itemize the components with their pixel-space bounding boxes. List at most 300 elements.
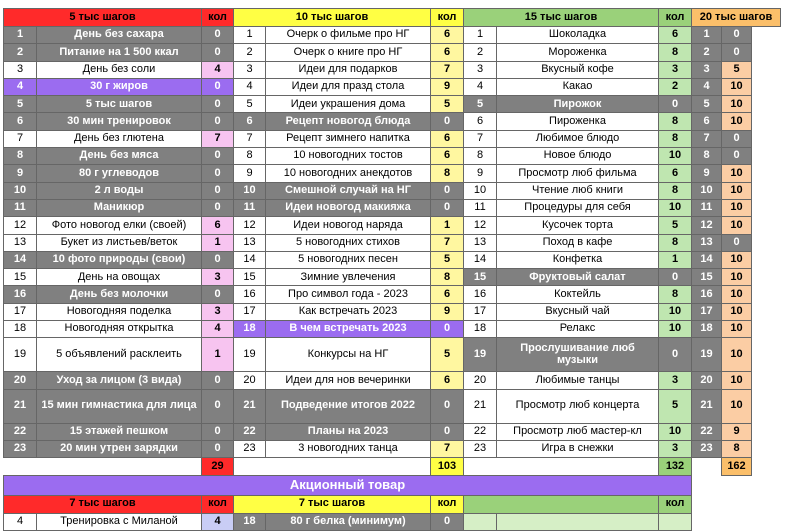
promo-title[interactable]: Акционный товар: [4, 475, 692, 495]
num-10k[interactable]: 13: [234, 234, 266, 251]
num-15k[interactable]: 11: [464, 199, 497, 216]
count-5k[interactable]: 0: [202, 199, 234, 216]
task-5k[interactable]: 15 этажей пешком: [37, 423, 202, 440]
count-20k[interactable]: 10: [722, 251, 752, 268]
header-kol-5k[interactable]: кол: [202, 9, 234, 27]
num-15k[interactable]: 23: [464, 440, 497, 457]
task-10k[interactable]: Смешной случай на НГ: [266, 182, 431, 199]
num-20k[interactable]: 3: [692, 61, 722, 78]
num-10k[interactable]: 2: [234, 44, 266, 61]
count-10k[interactable]: 8: [431, 269, 464, 286]
spacer[interactable]: [752, 61, 781, 78]
spacer[interactable]: [752, 458, 781, 475]
task-5k[interactable]: День без мяса: [37, 148, 202, 165]
num-20k[interactable]: 6: [692, 113, 722, 130]
task-5k[interactable]: 5 тыс шагов: [37, 96, 202, 113]
num-5k[interactable]: 11: [4, 199, 37, 216]
spacer[interactable]: [752, 78, 781, 95]
count-15k[interactable]: 3: [659, 372, 692, 389]
task-10k[interactable]: Про символ года - 2023: [266, 286, 431, 303]
count-10k[interactable]: 0: [431, 321, 464, 338]
count-5k[interactable]: 4: [202, 321, 234, 338]
task-10k[interactable]: 10 новогодних анекдотов: [266, 165, 431, 182]
count-5k[interactable]: 7: [202, 130, 234, 147]
task-5k[interactable]: 15 мин гимнастика для лица: [37, 389, 202, 423]
spacer[interactable]: [692, 495, 781, 513]
task-15k[interactable]: Фруктовый салат: [497, 269, 659, 286]
count-5k[interactable]: 4: [202, 61, 234, 78]
num-20k[interactable]: 2: [692, 44, 722, 61]
num-5k[interactable]: 23: [4, 440, 37, 457]
count-20k[interactable]: 10: [722, 286, 752, 303]
num-15k[interactable]: 17: [464, 303, 497, 320]
task-15k[interactable]: Мороженка: [497, 44, 659, 61]
promo-kol-b[interactable]: кол: [431, 495, 464, 513]
count-10k[interactable]: 5: [431, 96, 464, 113]
count-20k[interactable]: 0: [722, 130, 752, 147]
num-10k[interactable]: 4: [234, 78, 266, 95]
task-5k[interactable]: День на овощах: [37, 269, 202, 286]
num-5k[interactable]: 4: [4, 78, 37, 95]
total-20k[interactable]: 162: [722, 458, 752, 475]
spacer[interactable]: [752, 303, 781, 320]
task-5k[interactable]: 30 г жиров: [37, 78, 202, 95]
task-15k[interactable]: Новое блюдо: [497, 148, 659, 165]
count-15k[interactable]: 1: [659, 251, 692, 268]
count-15k[interactable]: 8: [659, 182, 692, 199]
task-15k[interactable]: Любимые танцы: [497, 372, 659, 389]
task-10k[interactable]: 10 новогодних тостов: [266, 148, 431, 165]
task-5k[interactable]: 10 фото природы (свои): [37, 251, 202, 268]
count-5k[interactable]: 0: [202, 27, 234, 44]
count-5k[interactable]: 0: [202, 440, 234, 457]
count-15k[interactable]: 10: [659, 148, 692, 165]
task-5k[interactable]: 30 мин тренировок: [37, 113, 202, 130]
task-5k[interactable]: Питание на 1 500 ккал: [37, 44, 202, 61]
spacer[interactable]: [752, 165, 781, 182]
num-20k[interactable]: 19: [692, 338, 722, 372]
count-15k[interactable]: 5: [659, 389, 692, 423]
num-15k[interactable]: 10: [464, 182, 497, 199]
task-15k[interactable]: Кусочек торта: [497, 217, 659, 234]
num-15k[interactable]: 15: [464, 269, 497, 286]
count-15k[interactable]: 0: [659, 269, 692, 286]
spacer[interactable]: [752, 440, 781, 457]
task-5k[interactable]: 5 объявлений расклеить: [37, 338, 202, 372]
task-5k[interactable]: День без соли: [37, 61, 202, 78]
count-5k[interactable]: 0: [202, 389, 234, 423]
num-5k[interactable]: 22: [4, 423, 37, 440]
count-5k[interactable]: 0: [202, 148, 234, 165]
count-20k[interactable]: 10: [722, 303, 752, 320]
spacer[interactable]: [752, 338, 781, 372]
num-10k[interactable]: 10: [234, 182, 266, 199]
num-10k[interactable]: 19: [234, 338, 266, 372]
promo-count-a[interactable]: 4: [202, 513, 234, 530]
count-15k[interactable]: 3: [659, 440, 692, 457]
count-20k[interactable]: 10: [722, 269, 752, 286]
count-15k[interactable]: 8: [659, 113, 692, 130]
promo-count-c[interactable]: [659, 513, 692, 530]
num-10k[interactable]: 9: [234, 165, 266, 182]
task-5k[interactable]: Фото новогод елки (своей): [37, 217, 202, 234]
task-10k[interactable]: Идеи для празд стола: [266, 78, 431, 95]
task-15k[interactable]: Какао: [497, 78, 659, 95]
task-10k[interactable]: В чем встречать 2023: [266, 321, 431, 338]
num-20k[interactable]: 4: [692, 78, 722, 95]
task-15k[interactable]: Шоколадка: [497, 27, 659, 44]
spacer[interactable]: [752, 423, 781, 440]
task-15k[interactable]: Просмотр люб концерта: [497, 389, 659, 423]
task-15k[interactable]: Вкусный чай: [497, 303, 659, 320]
num-15k[interactable]: 5: [464, 96, 497, 113]
promo-num-c[interactable]: [464, 513, 497, 530]
count-10k[interactable]: 0: [431, 113, 464, 130]
header-5k[interactable]: 5 тыс шагов: [4, 9, 202, 27]
num-20k[interactable]: 12: [692, 217, 722, 234]
num-5k[interactable]: 8: [4, 148, 37, 165]
count-10k[interactable]: 6: [431, 44, 464, 61]
num-15k[interactable]: 6: [464, 113, 497, 130]
task-10k[interactable]: Очерк о книге про НГ: [266, 44, 431, 61]
count-15k[interactable]: 6: [659, 165, 692, 182]
num-5k[interactable]: 17: [4, 303, 37, 320]
total-15k[interactable]: 132: [659, 458, 692, 475]
count-15k[interactable]: 5: [659, 217, 692, 234]
task-10k[interactable]: Конкурсы на НГ: [266, 338, 431, 372]
task-10k[interactable]: Подведение итогов 2022: [266, 389, 431, 423]
promo-count-b[interactable]: 0: [431, 513, 464, 530]
num-20k[interactable]: 9: [692, 165, 722, 182]
spacer[interactable]: [752, 96, 781, 113]
num-15k[interactable]: 9: [464, 165, 497, 182]
num-20k[interactable]: 23: [692, 440, 722, 457]
task-5k[interactable]: Букет из листьев/веток: [37, 234, 202, 251]
promo-task-c[interactable]: [497, 513, 659, 530]
count-5k[interactable]: 0: [202, 251, 234, 268]
task-10k[interactable]: Идеи для подарков: [266, 61, 431, 78]
count-10k[interactable]: 6: [431, 286, 464, 303]
count-20k[interactable]: 10: [722, 165, 752, 182]
num-5k[interactable]: 9: [4, 165, 37, 182]
num-20k[interactable]: 15: [692, 269, 722, 286]
num-5k[interactable]: 6: [4, 113, 37, 130]
num-5k[interactable]: 15: [4, 269, 37, 286]
num-10k[interactable]: 5: [234, 96, 266, 113]
num-15k[interactable]: 16: [464, 286, 497, 303]
count-15k[interactable]: 8: [659, 44, 692, 61]
task-15k[interactable]: Чтение люб книги: [497, 182, 659, 199]
count-10k[interactable]: 6: [431, 372, 464, 389]
num-5k[interactable]: 16: [4, 286, 37, 303]
task-5k[interactable]: 80 г углеводов: [37, 165, 202, 182]
num-10k[interactable]: 23: [234, 440, 266, 457]
num-10k[interactable]: 6: [234, 113, 266, 130]
num-15k[interactable]: 3: [464, 61, 497, 78]
num-5k[interactable]: 5: [4, 96, 37, 113]
num-5k[interactable]: 3: [4, 61, 37, 78]
count-5k[interactable]: 0: [202, 78, 234, 95]
num-15k[interactable]: 20: [464, 372, 497, 389]
task-15k[interactable]: Коктейль: [497, 286, 659, 303]
num-5k[interactable]: 21: [4, 389, 37, 423]
promo-header-green[interactable]: [464, 495, 659, 513]
task-10k[interactable]: 5 новогодних стихов: [266, 234, 431, 251]
num-20k[interactable]: 10: [692, 182, 722, 199]
task-5k[interactable]: Новогодняя открытка: [37, 321, 202, 338]
count-20k[interactable]: 10: [722, 199, 752, 216]
task-5k[interactable]: Новогодняя поделка: [37, 303, 202, 320]
num-10k[interactable]: 20: [234, 372, 266, 389]
spacer[interactable]: [692, 458, 722, 475]
num-20k[interactable]: 17: [692, 303, 722, 320]
count-10k[interactable]: 0: [431, 423, 464, 440]
task-15k[interactable]: Просмотр люб фильма: [497, 165, 659, 182]
num-20k[interactable]: 21: [692, 389, 722, 423]
task-5k[interactable]: Уход за лицом (3 вида): [37, 372, 202, 389]
spacer[interactable]: [752, 269, 781, 286]
num-20k[interactable]: 5: [692, 96, 722, 113]
count-15k[interactable]: 6: [659, 27, 692, 44]
header-20k[interactable]: 20 тыс шагов: [692, 9, 781, 27]
task-5k[interactable]: День без сахара: [37, 27, 202, 44]
count-10k[interactable]: 0: [431, 199, 464, 216]
task-15k[interactable]: Прослушивание люб музыки: [497, 338, 659, 372]
count-10k[interactable]: 0: [431, 389, 464, 423]
num-20k[interactable]: 14: [692, 251, 722, 268]
count-20k[interactable]: 10: [722, 217, 752, 234]
task-10k[interactable]: Очерк о фильме про НГ: [266, 27, 431, 44]
spacer[interactable]: [234, 458, 431, 475]
spacer[interactable]: [752, 148, 781, 165]
num-15k[interactable]: 18: [464, 321, 497, 338]
count-15k[interactable]: 10: [659, 199, 692, 216]
count-15k[interactable]: 0: [659, 96, 692, 113]
task-10k[interactable]: 5 новогодних песен: [266, 251, 431, 268]
task-15k[interactable]: Любимое блюдо: [497, 130, 659, 147]
task-5k[interactable]: 2 л воды: [37, 182, 202, 199]
num-20k[interactable]: 13: [692, 234, 722, 251]
count-10k[interactable]: 9: [431, 303, 464, 320]
promo-num-a[interactable]: 4: [4, 513, 37, 530]
count-20k[interactable]: 0: [722, 234, 752, 251]
count-10k[interactable]: 0: [431, 182, 464, 199]
count-15k[interactable]: 2: [659, 78, 692, 95]
num-5k[interactable]: 13: [4, 234, 37, 251]
count-20k[interactable]: 10: [722, 96, 752, 113]
count-15k[interactable]: 0: [659, 338, 692, 372]
count-5k[interactable]: 1: [202, 338, 234, 372]
num-10k[interactable]: 12: [234, 217, 266, 234]
task-10k[interactable]: Рецепт зимнего напитка: [266, 130, 431, 147]
task-10k[interactable]: Зимние увлечения: [266, 269, 431, 286]
spacer[interactable]: [752, 27, 781, 44]
spacer[interactable]: [752, 234, 781, 251]
num-5k[interactable]: 19: [4, 338, 37, 372]
count-5k[interactable]: 0: [202, 113, 234, 130]
num-20k[interactable]: 1: [692, 27, 722, 44]
spacer[interactable]: [464, 458, 659, 475]
count-10k[interactable]: 7: [431, 234, 464, 251]
task-15k[interactable]: Вкусный кофе: [497, 61, 659, 78]
task-15k[interactable]: Пироженка: [497, 113, 659, 130]
total-10k[interactable]: 103: [431, 458, 464, 475]
num-5k[interactable]: 7: [4, 130, 37, 147]
num-20k[interactable]: 20: [692, 372, 722, 389]
num-10k[interactable]: 21: [234, 389, 266, 423]
count-15k[interactable]: 8: [659, 234, 692, 251]
num-10k[interactable]: 16: [234, 286, 266, 303]
num-10k[interactable]: 14: [234, 251, 266, 268]
count-10k[interactable]: 5: [431, 338, 464, 372]
count-10k[interactable]: 7: [431, 61, 464, 78]
count-15k[interactable]: 3: [659, 61, 692, 78]
spacer[interactable]: [752, 321, 781, 338]
promo-kol-c[interactable]: кол: [659, 495, 692, 513]
header-kol-15k[interactable]: кол: [659, 9, 692, 27]
count-20k[interactable]: 10: [722, 78, 752, 95]
num-15k[interactable]: 8: [464, 148, 497, 165]
count-20k[interactable]: 0: [722, 148, 752, 165]
count-5k[interactable]: 3: [202, 269, 234, 286]
count-15k[interactable]: 10: [659, 423, 692, 440]
num-20k[interactable]: 18: [692, 321, 722, 338]
count-20k[interactable]: 10: [722, 113, 752, 130]
num-5k[interactable]: 2: [4, 44, 37, 61]
num-15k[interactable]: 19: [464, 338, 497, 372]
count-15k[interactable]: 10: [659, 303, 692, 320]
count-20k[interactable]: 5: [722, 61, 752, 78]
num-15k[interactable]: 1: [464, 27, 497, 44]
num-10k[interactable]: 1: [234, 27, 266, 44]
num-15k[interactable]: 12: [464, 217, 497, 234]
num-15k[interactable]: 22: [464, 423, 497, 440]
spacer[interactable]: [692, 475, 781, 495]
task-10k[interactable]: Идеи украшения дома: [266, 96, 431, 113]
count-20k[interactable]: 10: [722, 389, 752, 423]
count-5k[interactable]: 0: [202, 44, 234, 61]
task-15k[interactable]: Просмотр люб мастер-кл: [497, 423, 659, 440]
num-10k[interactable]: 3: [234, 61, 266, 78]
count-10k[interactable]: 5: [431, 251, 464, 268]
count-20k[interactable]: 10: [722, 182, 752, 199]
header-kol-10k[interactable]: кол: [431, 9, 464, 27]
promo-task-a[interactable]: Тренировка с Миланой: [37, 513, 202, 530]
count-5k[interactable]: 0: [202, 286, 234, 303]
count-5k[interactable]: 0: [202, 165, 234, 182]
spacer[interactable]: [752, 199, 781, 216]
header-10k[interactable]: 10 тыс шагов: [234, 9, 431, 27]
num-5k[interactable]: 18: [4, 321, 37, 338]
count-20k[interactable]: 9: [722, 423, 752, 440]
spacer[interactable]: [752, 372, 781, 389]
num-5k[interactable]: 12: [4, 217, 37, 234]
count-5k[interactable]: 0: [202, 182, 234, 199]
spacer[interactable]: [752, 113, 781, 130]
num-10k[interactable]: 18: [234, 321, 266, 338]
num-10k[interactable]: 7: [234, 130, 266, 147]
spacer[interactable]: [752, 130, 781, 147]
num-15k[interactable]: 2: [464, 44, 497, 61]
count-10k[interactable]: 1: [431, 217, 464, 234]
count-10k[interactable]: 6: [431, 27, 464, 44]
count-5k[interactable]: 3: [202, 303, 234, 320]
num-5k[interactable]: 20: [4, 372, 37, 389]
count-20k[interactable]: 0: [722, 27, 752, 44]
num-10k[interactable]: 15: [234, 269, 266, 286]
task-10k[interactable]: Идеи для нов вечеринки: [266, 372, 431, 389]
task-5k[interactable]: День без глютена: [37, 130, 202, 147]
task-10k[interactable]: Идеи новогод наряда: [266, 217, 431, 234]
num-20k[interactable]: 11: [692, 199, 722, 216]
count-15k[interactable]: 10: [659, 321, 692, 338]
count-5k[interactable]: 6: [202, 217, 234, 234]
task-15k[interactable]: Игра в снежки: [497, 440, 659, 457]
num-5k[interactable]: 1: [4, 27, 37, 44]
spacer[interactable]: [4, 458, 202, 475]
count-10k[interactable]: 6: [431, 148, 464, 165]
count-10k[interactable]: 7: [431, 440, 464, 457]
num-15k[interactable]: 7: [464, 130, 497, 147]
count-5k[interactable]: 0: [202, 423, 234, 440]
count-10k[interactable]: 9: [431, 78, 464, 95]
task-15k[interactable]: Релакс: [497, 321, 659, 338]
promo-num-b[interactable]: 18: [234, 513, 266, 530]
promo-header-7k-a[interactable]: 7 тыс шагов: [4, 495, 202, 513]
promo-header-7k-b[interactable]: 7 тыс шагов: [234, 495, 431, 513]
spacer[interactable]: [752, 217, 781, 234]
count-10k[interactable]: 8: [431, 165, 464, 182]
task-15k[interactable]: Конфетка: [497, 251, 659, 268]
header-15k[interactable]: 15 тыс шагов: [464, 9, 659, 27]
count-20k[interactable]: 8: [722, 440, 752, 457]
task-15k[interactable]: Пирожок: [497, 96, 659, 113]
task-5k[interactable]: День без молочки: [37, 286, 202, 303]
total-5k[interactable]: 29: [202, 458, 234, 475]
task-10k[interactable]: 3 новогодних танца: [266, 440, 431, 457]
task-15k[interactable]: Поход в кафе: [497, 234, 659, 251]
task-10k[interactable]: Планы на 2023: [266, 423, 431, 440]
task-5k[interactable]: Маникюр: [37, 199, 202, 216]
count-15k[interactable]: 8: [659, 286, 692, 303]
num-10k[interactable]: 11: [234, 199, 266, 216]
num-5k[interactable]: 14: [4, 251, 37, 268]
spacer[interactable]: [692, 513, 781, 530]
promo-task-b[interactable]: 80 г белка (минимум): [266, 513, 431, 530]
count-10k[interactable]: 6: [431, 130, 464, 147]
count-20k[interactable]: 10: [722, 372, 752, 389]
spacer[interactable]: [752, 389, 781, 423]
count-15k[interactable]: 8: [659, 130, 692, 147]
num-10k[interactable]: 17: [234, 303, 266, 320]
task-10k[interactable]: Идеи новогод макияжа: [266, 199, 431, 216]
count-5k[interactable]: 0: [202, 372, 234, 389]
spacer[interactable]: [752, 44, 781, 61]
count-20k[interactable]: 10: [722, 321, 752, 338]
num-10k[interactable]: 22: [234, 423, 266, 440]
count-5k[interactable]: 1: [202, 234, 234, 251]
spacer[interactable]: [752, 251, 781, 268]
num-15k[interactable]: 13: [464, 234, 497, 251]
num-20k[interactable]: 8: [692, 148, 722, 165]
task-10k[interactable]: Как встречать 2023: [266, 303, 431, 320]
num-15k[interactable]: 21: [464, 389, 497, 423]
num-10k[interactable]: 8: [234, 148, 266, 165]
count-5k[interactable]: 0: [202, 96, 234, 113]
promo-kol-a[interactable]: кол: [202, 495, 234, 513]
num-15k[interactable]: 4: [464, 78, 497, 95]
task-10k[interactable]: Рецепт новогод блюда: [266, 113, 431, 130]
